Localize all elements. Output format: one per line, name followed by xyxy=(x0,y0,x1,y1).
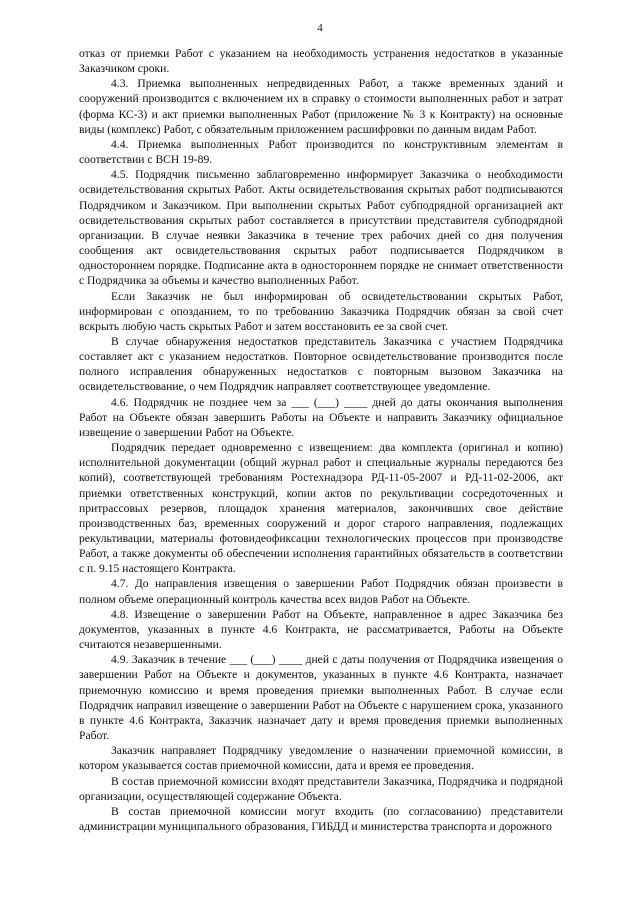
paragraph-4-5: 4.5. Подрядчик письменно заблаговременно информирует Заказчика о необходимости освидетельствования скрытых Работ. Акты освидетельствования скрытых работ подписываются Подрядчиком и Заказчиком. При выполнении скрытых Работ субподрядной организацией акт освидетельствования скрытых работ составляется в присутствии представителя субподрядной организации. В случае неявки Заказчика в течение трех рабочих дней со дня получения сообщения акт освидетельствования скрытых работ подписывается Подрядчиком в одностороннем порядке. Подписание акта в одностороннем порядке не снимает ответственности с Подрядчика за объемы и качество выполненных Работ. xyxy=(79,168,563,288)
paragraph-commission-members: В состав приемочной комиссии входят представители Заказчика, Подрядчика и подрядной организации, осуществляющей содержание Объекта. xyxy=(79,774,563,803)
paragraph-4-4: 4.4. Приемка выполненных Работ производится по конструктивным элементам в соответствии с ВСН 19-89. xyxy=(79,137,563,167)
paragraph-4-9: 4.9. Заказчик в течение ___ (___) ____ дней с даты получения от Подрядчика извещения о завершении Работ на Объекте и документов, указанных в пункте 4.6 Контракта, назначает приемочную комиссию и время проведения приемки выполненных Работ. В случае если Подрядчик направил извещение о завершении Работ на Объекте с нарушением срока, указанного в пункте 4.6 Контракта, Заказчик назначает дату и время проведения приемки выполненных Работ. xyxy=(79,653,563,743)
paragraph-defects-found: В случае обнаружения недостатков представитель Заказчика с участием Подрядчика составляет акт с указанием недостатков. Повторное освидетельствование производится после полного исправления обнаруженных недостатков с повторным вызовом Заказчика на освидетельствование, о чем Подрядчик направляет соответствующее уведомление. xyxy=(79,334,563,394)
paragraph-4-7: 4.7. До направления извещения о завершении Работ Подрядчик обязан произвести в полном объеме операционный контроль качества всех видов Работ на Объекте. xyxy=(79,577,563,606)
paragraph-commission-notice: Заказчик направляет Подрядчику уведомление о назначении приемочной комиссии, в котором указывается состав приемочной комиссии, дата и время ее проведения. xyxy=(79,744,563,773)
paragraph-hidden-works-uninformed: Если Заказчик не был информирован об освидетельствовании скрытых Работ, информирован с опозданием, то по требованию Заказчика Подрядчик обязан за свой счет вскрыть любую часть скрытых Работ и затем восстановить ее за свой счет. xyxy=(79,289,563,333)
paragraph-4-8: 4.8. Извещение о завершении Работ на Объекте, направленное в адрес Заказчика без документов, указанных в пункте 4.6 Контракта, не рассматривается, Работы на Объекте считаются незавершенными. xyxy=(79,607,563,652)
page-number: 4 xyxy=(317,22,323,34)
document-body xyxy=(79,46,563,834)
paragraph-continuation: отказ от приемки Работ с указанием на необходимость устранения недостатков в указанные Заказчиком сроки. xyxy=(79,47,563,76)
paragraph-4-3: 4.3. Приемка выполненных непредвиденных Работ, а также временных зданий и сооружений производится с включением их в справку о стоимости выполненных работ и затрат (форма КС-3) и акт приемки выполненных Работ (приложение № 3 к Контракту) на основные виды (комплекс) Работ, с обязательным приложением расшифровки по данным видам Работ. xyxy=(79,77,563,136)
paragraph-4-6: 4.6. Подрядчик не позднее чем за ___ (___) ____ дней до даты окончания выполнения Работ на Объекте обязан завершить Работы на Объекте и направить Заказчику официальное извещение о завершении Работ на Объекте. xyxy=(79,395,563,439)
paragraph-commission-optional-members: В состав приемочной комиссии могут входить (по согласованию) представители администрации муниципального образования, ГИБДД и министерства транспорта и дорожного xyxy=(79,804,563,833)
paragraph-documents-transfer: Подрядчик передает одновременно с извещением: два комплекта (оригинал и копию) исполнительной документации (общий журнал работ и специальные журналы передаются без копий), соответствующей требованиям Ростехнадзора РД-11-05-2007 и РД-11-02-2006, акт приемки ответственных конструкций, копии актов по рекультивации сосредоточенных и притрассовых резервов, площадок хранения материалов, закончивших свое действие производственных баз, временных сооружений и дорог старого направления, подлежащих рекультивации, материалы фотовидеофиксации технологических процессов при производстве Работ, а также документы об обеспечении исполнения гарантийных обязательств в соответствии с п. 9.15 настоящего Контракта. xyxy=(79,441,563,576)
